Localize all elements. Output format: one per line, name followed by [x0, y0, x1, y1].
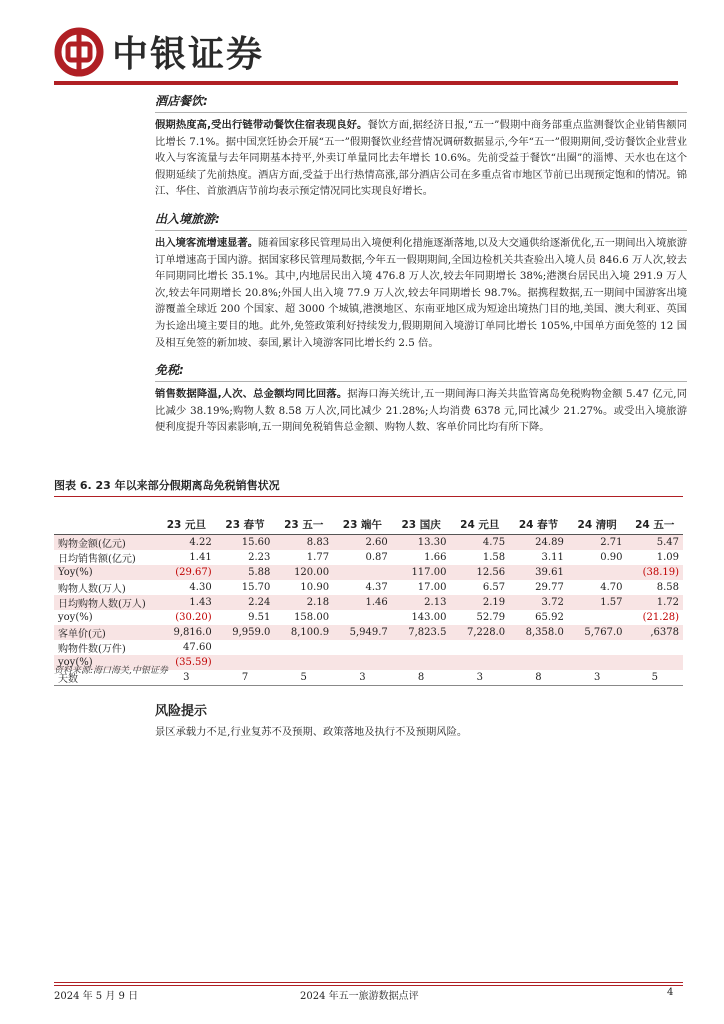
table-cell: 2.18 — [274, 595, 333, 610]
table-cell: 24.89 — [509, 535, 568, 551]
table-cell: 5,949.7 — [333, 625, 392, 640]
table-cell: 4.22 — [157, 535, 216, 551]
table-cell: 9,816.0 — [157, 625, 216, 640]
table-cell: 3.11 — [541, 552, 564, 563]
table-cell: 120.00 — [274, 565, 333, 580]
figure-title: 图表 6. 23 年以来部分假期离岛免税销售状况 — [54, 477, 683, 497]
table-cell — [568, 610, 627, 625]
table-cell: 117.00 — [392, 565, 451, 580]
table-row — [54, 535, 683, 551]
table-cell — [274, 655, 333, 670]
table-cell: 8 — [509, 670, 568, 686]
row-label: 日均销售额(亿元) — [58, 554, 136, 565]
table-cell: 2.13 — [392, 595, 451, 610]
section-title: 免税: — [155, 363, 184, 378]
table-cell: 39.61 — [509, 565, 568, 580]
table-cell: 8.58 — [656, 582, 679, 593]
table-cell: 12.56 — [450, 565, 509, 580]
table-cell — [627, 640, 684, 655]
table-cell — [216, 640, 275, 655]
table-cell: 4.30 — [189, 582, 212, 593]
table-cell: 1.43 — [157, 595, 216, 610]
table-cell: 4.70 — [600, 582, 623, 593]
table-cell: 5.88 — [216, 565, 275, 580]
table-cell: (21.28) — [642, 612, 679, 623]
section-lead: 假期热度高,受出行链带动餐饮住宿表现良好。 — [155, 119, 368, 131]
row-label: yoy(%) — [54, 655, 157, 670]
brand-name: 中银证券 — [112, 34, 265, 75]
table-cell: (30.20) — [175, 612, 212, 623]
figure-source: 资料来源:海口海关,中银证券 — [54, 666, 168, 676]
table-cell: 158.00 — [294, 612, 330, 623]
table-cell: 5 — [627, 670, 684, 686]
table-row — [54, 610, 683, 625]
row-label: 购物件数(万件) — [58, 644, 126, 655]
column-header: 24 元旦 — [450, 515, 509, 535]
table-cell: 9,959.0 — [216, 625, 275, 640]
table-cell: 8 — [392, 670, 451, 686]
section-title: 酒店餐饮: — [155, 94, 208, 108]
table-cell: 29.77 — [535, 582, 564, 593]
table-cell — [392, 640, 451, 655]
table-cell: 1.57 — [568, 595, 627, 610]
table-cell: 1.77 — [306, 552, 330, 563]
table-cell — [568, 655, 627, 670]
section-paragraph: 出入境客流增速显著。随着国家移民管理局出入境便利化措施逐渐落地,以及大交通供给逐渐优化,五一期间出入境旅游订单增速高于国内游。据国家移民管理局数据,今年五一假期期间,全国边检机关共查验出入境人员 846.6 万人次,较去年同期同比增长 35.1%。其中,内地居民出入境 476.8 万人次,较去年同期增长 38%;港澳台居民出入境 291.9 万人次,较去年同期增长 20.8%;外国人出入境 77.9 万人次,较去年同期增长 98.7%。据携程数据,五一期间中国游客出境游覆盖全球近 200 个国家、超 3000 个城镇,港澳地区、东南亚地区成为短途出境热门目的地,美国、澳大利亚、英国为长途出境主要目的地。此外,免签政策利好持续发力,假期期间入境游订单同比增长 105%,中国单方面免签的 12 国及相互免签的新加坡、泰国,累计入境游客同比增长约 2.5 倍。 — [155, 236, 687, 349]
table-cell: 7,823.5 — [392, 625, 451, 640]
footer-date: 2024 年 5 月 9 日 — [54, 991, 139, 1002]
column-header: 24 春节 — [509, 515, 568, 535]
page-number: 4 — [667, 987, 674, 998]
table-cell: 1.46 — [333, 595, 392, 610]
table-cell: 3 — [157, 670, 216, 686]
section-hotel-dining — [155, 92, 687, 200]
table-cell: 17.00 — [417, 582, 447, 593]
section-title: 出入境旅游: — [155, 211, 220, 226]
table-row — [54, 640, 683, 655]
table-cell — [333, 640, 392, 655]
table-cell: 2.19 — [450, 595, 509, 610]
table-cell — [392, 655, 451, 670]
table-row — [54, 550, 683, 565]
bank-of-china-logo-icon — [54, 27, 104, 77]
column-header: 23 春节 — [216, 515, 275, 535]
table-cell: 15.70 — [241, 582, 271, 593]
table-cell: 4.75 — [450, 535, 509, 551]
table-cell: 7,228.0 — [450, 625, 509, 640]
section-lead: 销售数据降温,人次、总金额均同比回落。 — [155, 388, 348, 401]
table-cell — [274, 640, 333, 655]
table-cell: 1.41 — [189, 552, 212, 563]
column-header: 23 元旦 — [157, 515, 216, 535]
table-cell: (35.59) — [157, 655, 216, 670]
section-paragraph: 假期热度高,受出行链带动餐饮住宿表现良好。餐饮方面,据经济日报,“五一”假期中商务部重点监测餐饮企业销售额同比增长 7.1%。据中国烹饪协会开展“五一”假期餐饮业经营情况调研数据显示,今年“五一”假期期间,受访餐饮企业营业收入与客流量与去年同期基本持平,外卖订单量同比去年增长 10.6%。先前受益于餐饮“出圈”的淄博、天水也在这个假期延续了先前热度。酒店方面,受益于出行热情高涨,部分酒店公司在多重点省市地区节前已出现预定饱和的情况。锦江、华住、首旅酒店节前均表示预定情况同比实现良好增长。 — [155, 119, 687, 198]
table-cell — [450, 655, 509, 670]
table-cell: 2.24 — [216, 595, 275, 610]
table-cell: 6.57 — [482, 582, 506, 593]
section-duty-free — [155, 361, 687, 436]
column-header: 23 国庆 — [392, 515, 451, 535]
risk-text: 景区承载力不足,行业复苏不及预期、政策落地及执行不及预期风险。 — [155, 726, 468, 738]
table-cell: 10.90 — [300, 582, 330, 593]
table-cell: 8,100.9 — [274, 625, 333, 640]
table-cell — [509, 640, 568, 655]
table-cell: 47.60 — [183, 642, 212, 653]
table-cell: 3 — [568, 670, 627, 686]
table-cell: ,6378 — [627, 625, 684, 640]
table-cell — [216, 655, 275, 670]
brand-logo — [54, 26, 264, 77]
row-label: 购物人数(万人) — [58, 584, 126, 595]
table-cell — [450, 640, 509, 655]
table-cell: 13.30 — [392, 535, 451, 551]
table-row — [54, 580, 683, 595]
footer-rule — [54, 985, 683, 986]
table-cell: 3.72 — [509, 595, 568, 610]
table-cell: 5.47 — [627, 535, 684, 551]
column-header: 23 端午 — [333, 515, 392, 535]
table-cell: 8.83 — [274, 535, 333, 551]
section-lead: 出入境客流增速显著。 — [155, 236, 259, 249]
table-cell — [568, 565, 627, 580]
header-rule — [54, 81, 678, 85]
row-label: 购物金额(亿元) — [54, 535, 157, 551]
table-cell: 65.92 — [535, 612, 564, 623]
table-cell: 2.23 — [248, 552, 271, 563]
table-cell — [333, 655, 392, 670]
column-header: 24 清明 — [568, 515, 627, 535]
row-label: 天数 — [54, 670, 157, 686]
table-cell: 52.79 — [476, 612, 506, 623]
section-cross-border — [155, 210, 687, 351]
table-cell: 8,358.0 — [509, 625, 568, 640]
table-cell: (38.19) — [627, 565, 684, 580]
table-row — [54, 595, 683, 610]
table-cell: 1.66 — [424, 552, 447, 563]
data-table — [54, 515, 683, 686]
table-cell: 5,767.0 — [568, 625, 627, 640]
row-label: Yoy(%) — [54, 565, 157, 580]
table-cell: 143.00 — [411, 612, 447, 623]
table-cell: (29.67) — [157, 565, 216, 580]
table-cell: 2.71 — [568, 535, 627, 551]
table-cell: 1.72 — [627, 595, 684, 610]
table-cell: 5 — [274, 670, 333, 686]
column-header: 23 五一 — [274, 515, 333, 535]
table-cell: 1.09 — [656, 552, 679, 563]
table-cell: 2.60 — [333, 535, 392, 551]
table-row — [54, 565, 683, 580]
table-row — [54, 625, 683, 640]
row-label: 客单价(元) — [54, 625, 157, 640]
table-cell: 0.87 — [365, 552, 388, 563]
table-corner — [54, 515, 157, 535]
table-cell — [568, 640, 627, 655]
section-paragraph: 销售数据降温,人次、总金额均同比回落。据海口海关统计,五一期间海口海关共监管离岛免税购物金额 5.47 亿元,同比减少 38.19%;购物人数 8.58 万人次,同比减少 21.28%;人均消费 6378 元,同比减少 21.27%。或受出入境旅游便利度提升等因素影响,五一期间免税销售总金额、购物人数、客单价同比均有所下降。 — [155, 388, 687, 434]
main-content — [155, 92, 687, 446]
table-cell: 9.51 — [248, 612, 271, 623]
table-cell — [509, 655, 568, 670]
table-cell: 3 — [333, 670, 392, 686]
table-cell — [333, 610, 392, 625]
table-cell: 15.60 — [216, 535, 275, 551]
table-cell: 0.90 — [600, 552, 623, 563]
row-label: 日均购物人数(万人) — [54, 595, 157, 610]
row-label: yoy(%) — [58, 612, 93, 623]
footer-rule — [54, 982, 683, 983]
table-cell: 4.37 — [365, 582, 388, 593]
footer-title: 2024 年五一旅游数据点评 — [300, 991, 419, 1002]
table-cell: 1.58 — [482, 552, 506, 563]
table-cell: 7 — [216, 670, 275, 686]
column-header: 24 五一 — [627, 515, 684, 535]
risk-heading: 风险提示 — [155, 704, 208, 719]
table-cell: 3 — [450, 670, 509, 686]
table-cell — [627, 655, 684, 670]
table-cell — [333, 565, 392, 580]
figure-duty-free-table — [54, 477, 683, 686]
